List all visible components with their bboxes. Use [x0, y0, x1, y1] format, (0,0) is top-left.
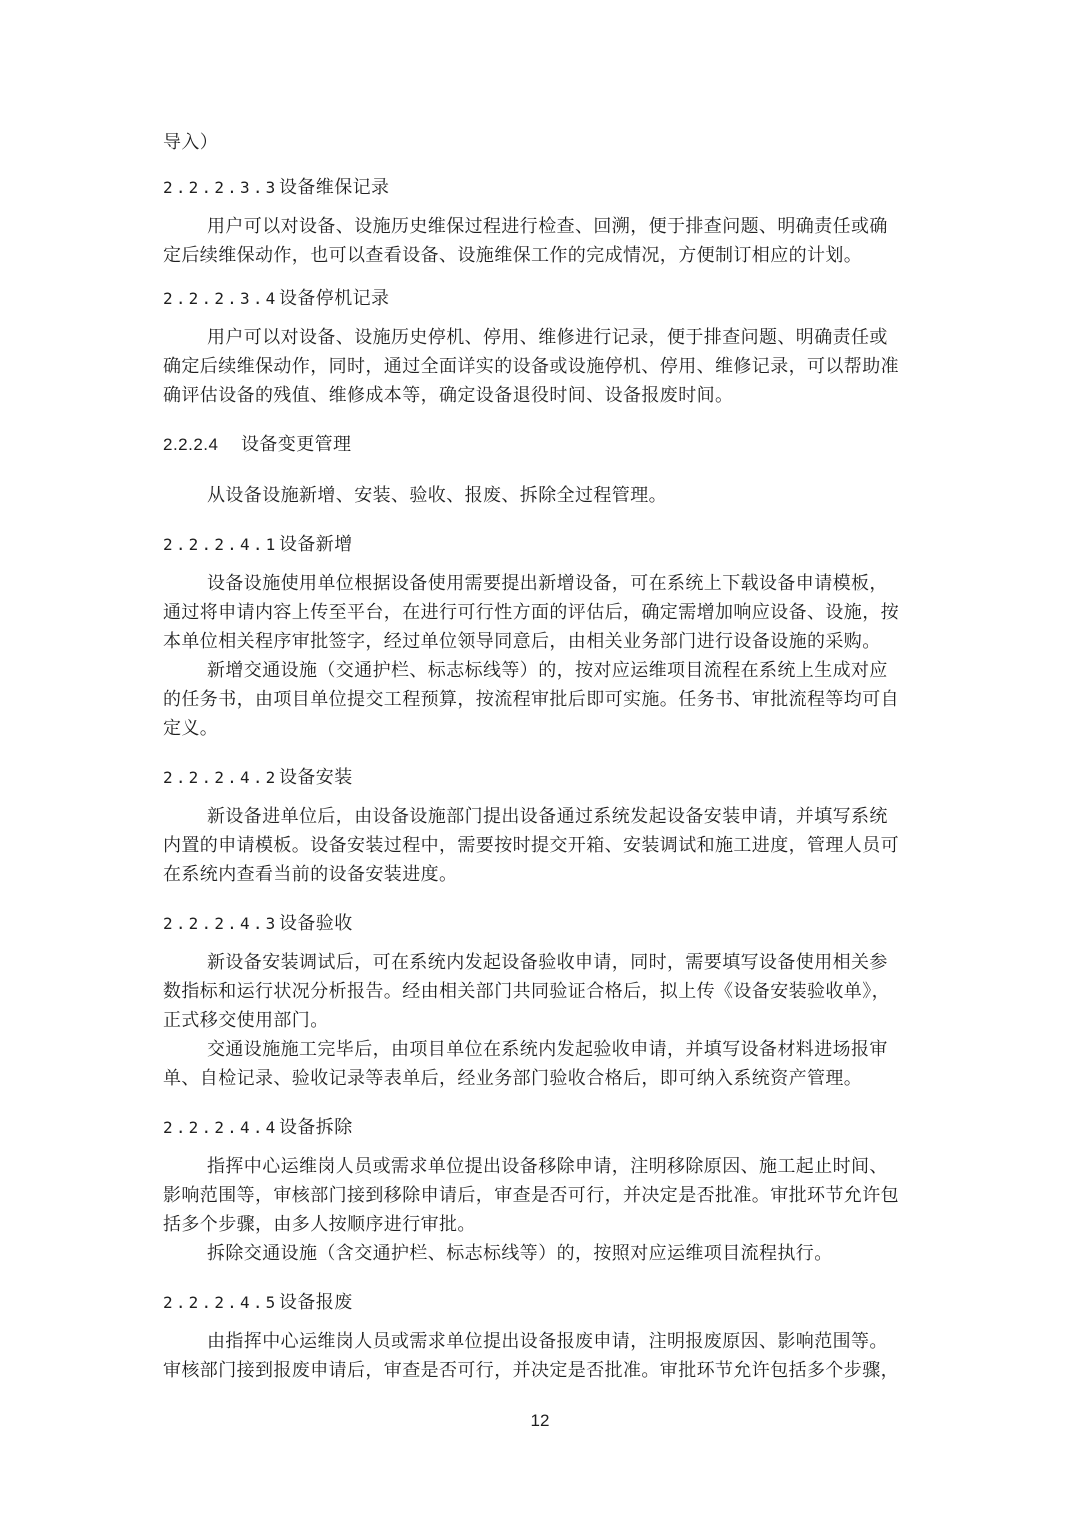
text-line: 括多个步骤，由多人按顺序进行审批。	[163, 1214, 476, 1235]
section-number: 2.2.2.4.4	[163, 1118, 279, 1137]
text-line: 指挥中心运维岗人员或需求单位提出设备移除申请，注明移除原因、施工起止时间、	[207, 1156, 888, 1177]
paragraph	[163, 948, 920, 1035]
text-line: 新设备进单位后，由设备设施部门提出设备通过系统发起设备安装申请，并填写系统	[207, 806, 888, 827]
paragraph	[163, 1035, 920, 1093]
section-number: 2.2.2.4.1	[163, 535, 279, 554]
section-heading	[163, 909, 920, 938]
text-line: 审核部门接到报废申请后，审查是否可行，并决定是否批准。审批环节允许包括多个步骤，	[163, 1360, 899, 1381]
paragraph	[163, 1327, 920, 1385]
text-line: 确定后续维保动作，同时，通过全面详实的设备或设施停机、停用、维修记录，可以帮助准	[163, 356, 899, 377]
text-line: 影响范围等，审核部门接到移除申请后，审查是否可行，并决定是否批准。审批环节允许包	[163, 1185, 899, 1206]
text-line: 从设备设施新增、安装、验收、报废、拆除全过程管理。	[207, 485, 667, 506]
page-content	[163, 128, 920, 1385]
text-line: 拆除交通设施（含交通护栏、标志标线等）的，按照对应运维项目流程执行。	[207, 1243, 833, 1264]
section-number: 2.2.2.3.4	[163, 289, 279, 308]
paragraph	[163, 1239, 920, 1268]
paragraph	[163, 656, 920, 743]
section-number: 2.2.2.3.3	[163, 178, 279, 197]
paragraph	[163, 569, 920, 656]
section-title: 设备停机记录	[279, 288, 390, 309]
section-number: 2.2.2.4.3	[163, 914, 279, 933]
text-line: 新设备安装调试后，可在系统内发起设备验收申请，同时，需要填写设备使用相关参	[207, 952, 888, 973]
section-heading	[163, 1288, 920, 1317]
section-title: 设备维保记录	[279, 177, 390, 198]
text-line: 单、自检记录、验收记录等表单后，经业务部门验收合格后，即可纳入系统资产管理。	[163, 1068, 863, 1089]
text-line: 由指挥中心运维岗人员或需求单位提出设备报废申请，注明报废原因、影响范围等。	[207, 1331, 888, 1352]
paragraph	[163, 481, 920, 510]
text-line: 本单位相关程序审批签字，经过单位领导同意后，由相关业务部门进行设备设施的采购。	[163, 631, 881, 652]
section-number: 2.2.2.4.2	[163, 768, 279, 787]
continued-line: 导入）	[163, 132, 219, 153]
section-title: 设备报废	[279, 1292, 353, 1313]
section-title: 设备新增	[279, 534, 353, 555]
text-line: 正式移交使用部门。	[163, 1010, 329, 1031]
text-line: 用户可以对设备、设施历史维保过程进行检查、回溯，便于排查问题、明确责任或确	[207, 216, 888, 237]
text-line: 通过将申请内容上传至平台，在进行可行性方面的评估后，确定需增加响应设备、设施，按	[163, 602, 899, 623]
text-line: 的任务书，由项目单位提交工程预算，按流程审批后即可实施。任务书、审批流程等均可自	[163, 689, 899, 710]
text-line: 在系统内查看当前的设备安装进度。	[163, 864, 458, 885]
section-heading	[163, 430, 920, 459]
text-line: 用户可以对设备、设施历史停机、停用、维修进行记录，便于排查问题、明确责任或	[207, 327, 888, 348]
paragraph	[163, 212, 920, 270]
paragraph	[163, 1152, 920, 1239]
section-heading	[163, 284, 920, 313]
section-heading	[163, 530, 920, 559]
paragraph	[163, 802, 920, 889]
section-title: 设备安装	[279, 767, 353, 788]
text-line: 确评估设备的残值、维修成本等，确定设备退役时间、设备报废时间。	[163, 385, 734, 406]
text-line: 定义。	[163, 718, 219, 739]
page-number: 12	[530, 1411, 550, 1430]
text-line: 新增交通设施（交通护栏、标志标线等）的，按对应运维项目流程在系统上生成对应	[207, 660, 888, 681]
section-heading	[163, 173, 920, 202]
text-line: 数指标和运行状况分析报告。经由相关部门共同验证合格后，拟上传《设备安装验收单》，	[163, 981, 890, 1002]
section-number: 2.2.2.4	[163, 435, 219, 454]
section-heading	[163, 763, 920, 792]
section-heading	[163, 1113, 920, 1142]
text-line: 设备设施使用单位根据设备使用需要提出新增设备，可在系统上下载设备申请模板，	[207, 573, 888, 594]
section-title: 设备验收	[279, 913, 353, 934]
text-line: 交通设施施工完毕后，由项目单位在系统内发起验收申请，并填写设备材料进场报审	[207, 1039, 888, 1060]
section-title: 设备变更管理	[241, 434, 352, 455]
section-title: 设备拆除	[279, 1117, 353, 1138]
text-line: 定后续维保动作，也可以查看设备、设施维保工作的完成情况，方便制订相应的计划。	[163, 245, 863, 266]
section-number: 2.2.2.4.5	[163, 1293, 279, 1312]
paragraph	[163, 323, 920, 410]
text-line: 内置的申请模板。设备安装过程中，需要按时提交开箱、安装调试和施工进度，管理人员可	[163, 835, 899, 856]
